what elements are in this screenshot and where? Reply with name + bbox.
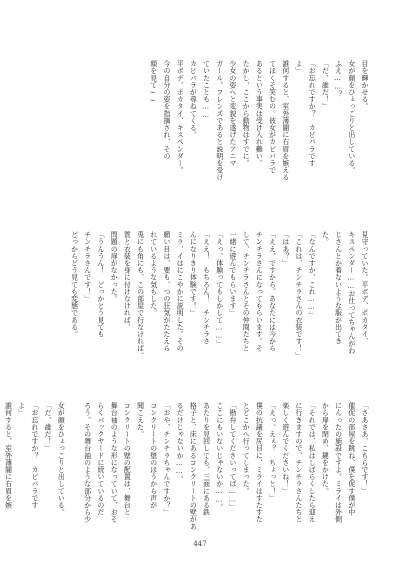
text-line: から扉を閉め、鍵をかけた。 (320, 402, 329, 495)
text-line: たかし、ここから動物はすでに。 (241, 60, 250, 167)
text-line: るだけじゃないか……。 (175, 402, 184, 483)
text-line: コンクリートの壁のほうから声が (148, 402, 157, 509)
text-line: 見守っていた。平ボデ、ポカタイ、 (360, 231, 368, 345)
text-line: コンクリートの壁の配置は、舞台と (122, 402, 131, 516)
text-line: 僕の抗議を尻目に、ミライはすたすた (254, 402, 263, 523)
text-line: 誰何すると、室外薄闇に右眉を嫉 (3, 402, 12, 509)
text-line: ガール。フレンズであると説明を受け (214, 60, 223, 181)
text-line: ろう。その舞台袖のような部分から少 (82, 402, 91, 523)
text-line: た。 (320, 231, 329, 246)
text-line: キスペンダー……お仕ってちゃんがわ (346, 231, 355, 354)
text-line: ここにもいないじゃないか……。 (214, 402, 223, 511)
text-line: 「勘弁してくださいってば……」 (227, 402, 236, 511)
text-line: 女が顔をひょっこりと出している。 (346, 60, 355, 174)
text-line: 「えっ、体験ってもしかして……」 (214, 231, 223, 347)
page-number: 447 (193, 540, 207, 548)
text-line: に行きますので、チンチラさんたちと (293, 402, 302, 523)
text-line: 兎にも角にも、この部屋で行なければ、 (135, 231, 144, 359)
text-line: ふえ……？ (333, 60, 342, 98)
text-line: チンチラさんです！」 (82, 231, 91, 302)
text-block-middle (30, 231, 370, 391)
text-line: じさんとか着ないような服が出てき (333, 231, 342, 345)
text-line: 「ええ！ もちろん！ チンチラさ (201, 231, 210, 345)
text-line: 楽しく遊んでくださいね！」 (280, 402, 289, 495)
text-line: てほくそ笑むの。彼女がカピバラで (267, 60, 276, 174)
text-line: 「うんうん！ どっかとう見ても (95, 231, 104, 338)
text-line: 「これは、チンチラさんの衣装です！」 (293, 231, 302, 359)
text-line: らくバックヤードに続いているのだ (95, 402, 104, 516)
text-line: 催促の部屋を跳ね、僕を促す僕が中 (346, 402, 355, 516)
text-block-bottom (3, 402, 370, 562)
text-line: どっからどう見ても変態である。 (69, 231, 78, 338)
text-line: あるという事実は受け入れ難い。 (254, 60, 263, 167)
text-line: チンチラさんになってもらいます。そ (254, 231, 263, 352)
text-line: 一緒に遊んでもらいます」 (227, 231, 236, 317)
text-line: 少女の姿へと変貌を遂げたアニマ (227, 60, 236, 167)
text-block-top (30, 60, 370, 220)
text-line: カピバラが尋ねてくる。 (188, 60, 197, 139)
text-line: んになりきり体験です！」 (188, 231, 197, 317)
text-line: 格子と、床にあるコンクリートの壁があ (188, 402, 197, 530)
text-line: 「さあさあ、こちらです！」 (360, 402, 368, 495)
text-line: して、チンチラさんとその仲間たちと (241, 231, 250, 352)
text-line: 「お忘れですか？ カピバラです (307, 60, 316, 167)
text-line: 聞こえた。 (135, 402, 144, 438)
text-line: 「なんですか、これ……」 (307, 231, 316, 319)
text-line: あたりを見回しても、三面にある鉄 (201, 402, 210, 516)
text-line: れているような気もした。 (148, 231, 157, 317)
text-line: ミラ、イはにこやかに説明した。その (175, 231, 184, 352)
text-line: 「だ、誰だ！」 (320, 60, 329, 110)
text-line: 問題の扉がなかった。 (109, 231, 118, 302)
text-line: 目を輝かせる。 (360, 60, 368, 110)
text-line: 今の自分の姿を指摘され、その (161, 60, 170, 160)
text-line: 「だ、誰だ！」 (43, 402, 52, 452)
text-line: 顔を見て── (148, 60, 157, 105)
text-line: よ」 (293, 60, 302, 75)
text-line: 「それでは、私はしばらくしたら迎え (307, 402, 316, 523)
text-line: 「ええ、ですから、あなたには今から (267, 231, 276, 352)
text-line: とどこかへ行ってしまった。 (241, 402, 250, 495)
text-line: 女が顔をひょっこりと出している。 (56, 402, 65, 516)
text-line: 「はあ？」 (280, 231, 289, 267)
text-line: 「お忘れですか？ カピバラです (29, 402, 38, 509)
text-line: ていたことも…… (201, 60, 210, 119)
text-line: 願い目は、要も、つの狂気がたたえら (161, 231, 170, 352)
text-line: 質と衣装を身に付けなければ、 (122, 231, 131, 331)
text-line: よ」 (16, 402, 25, 417)
text-line: 「えっ、えぇ？ ちょっと！」 (267, 402, 276, 502)
text-line: 舞台袖のような形になっていて、おそ (109, 402, 118, 523)
text-line: にんったの施設ですよ。ミライは外側 (333, 402, 342, 523)
text-line: 誰何すると、室外薄闇に右眉を嫉える (280, 60, 289, 181)
text-line: 「おや、チンチラちゃんですか？」 (161, 402, 170, 516)
text-line: 平ボデ、ポカタイ、キスペンダー。 (175, 60, 184, 174)
text-line (66, 402, 79, 562)
